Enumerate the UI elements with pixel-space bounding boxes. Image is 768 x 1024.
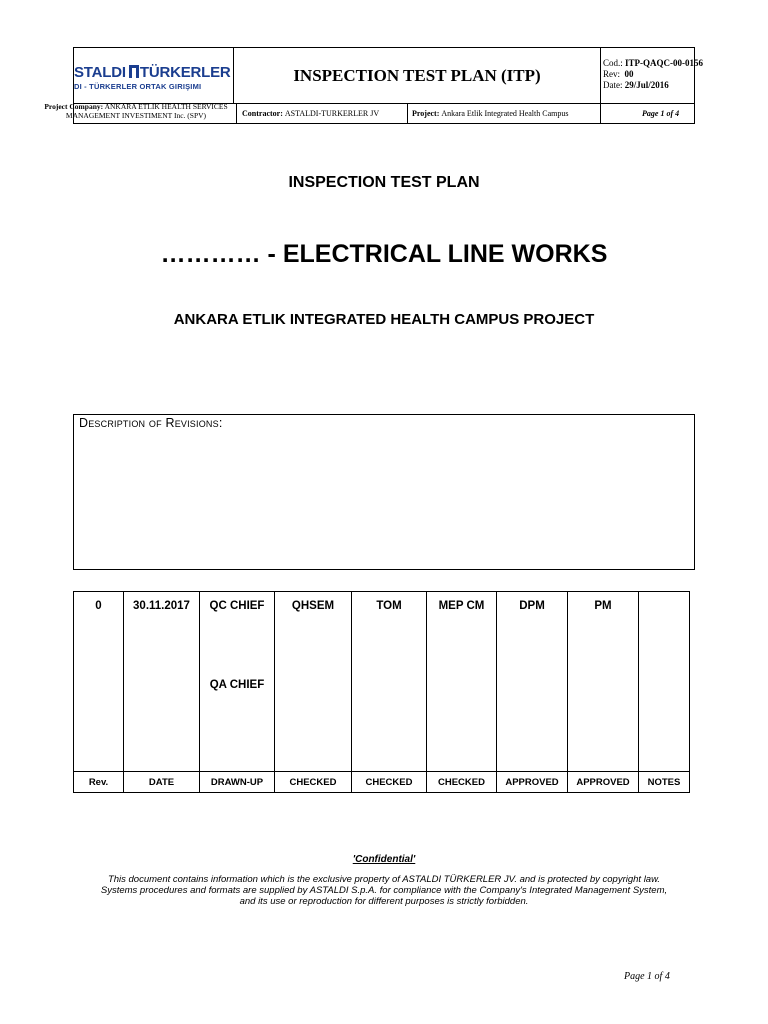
col-header: CHECKED (352, 772, 427, 793)
drawn-up-qa-chief: QA CHIEF (209, 679, 265, 691)
project-value: Ankara Etlik Integrated Health Campus (441, 109, 569, 118)
col-header: CHECKED (427, 772, 497, 793)
doc-code (603, 58, 703, 68)
checked-cell-3: MEP CM (427, 592, 497, 772)
revisions-label: Description of Revisions: (79, 416, 223, 430)
footer-page-number: Page 1 of 4 (624, 971, 670, 982)
project-company-line1: ANKARA ETLIK HEALTH SERVICES (104, 102, 228, 111)
legal-line-3: and its use or reproduction for different purposes is strictly forbidden. (239, 896, 529, 907)
checked-cell-2: TOM (352, 592, 427, 772)
doc-code-label: Cod.: (603, 58, 623, 68)
project-company-line2: MANAGEMENT INVESTIMENT Inc. (SPV) (65, 111, 207, 120)
signature-table (73, 591, 690, 793)
project-company-label: Project Company: (44, 102, 104, 111)
doc-code-value: ITP-QAQC-00-0156 (625, 58, 704, 68)
header-title: INSPECTION TEST PLAN (ITP) (293, 65, 541, 85)
logo-subtitle: DI - TÜRKERLER ORTAK GIRIŞIMI (74, 82, 202, 91)
col-header: APPROVED (568, 772, 639, 793)
doc-rev-label: Rev: (603, 69, 620, 79)
company-logo (74, 64, 231, 81)
approved-cell-2: PM (568, 592, 639, 772)
doc-heading: INSPECTION TEST PLAN (288, 174, 480, 191)
col-header: CHECKED (275, 772, 352, 793)
document-header (44, 47, 704, 124)
signature-header-row (74, 772, 690, 793)
col-header: APPROVED (497, 772, 568, 793)
signature-row (74, 592, 690, 772)
date-cell: 30.11.2017 (124, 592, 200, 772)
col-header: NOTES (639, 772, 690, 793)
logo-t-icon (129, 65, 139, 78)
drawn-up-cell (200, 592, 275, 772)
notes-cell (639, 592, 690, 772)
doc-date (603, 80, 669, 90)
project (412, 104, 568, 123)
doc-date-label: Date: (603, 80, 623, 90)
logo-turkerler-text: TÜRKERLER (139, 64, 231, 81)
doc-project: ANKARA ETLIK INTEGRATED HEALTH CAMPUS PROJECT (173, 311, 595, 328)
legal-line-2: Systems procedures and formats are supplied by ASTALDI S.p.A. for compliance with the Company's Integrated Management System, (100, 885, 668, 896)
project-company (38, 102, 234, 120)
contractor-value: ASTALDI-TURKERLER JV (284, 109, 380, 118)
legal-line-1: This document contains information which is the exclusive property of ASTALDI TÜRKERLER JV. and is protected by copyright law. (107, 874, 661, 885)
col-header: DATE (124, 772, 200, 793)
rev-cell: 0 (74, 592, 124, 772)
logo-astaldi-text: STALDI (74, 64, 126, 81)
contractor (242, 104, 379, 123)
revisions-box (73, 414, 695, 570)
contractor-label: Contractor: (242, 109, 283, 118)
doc-rev (603, 69, 634, 79)
doc-rev-value: 00 (624, 69, 634, 79)
doc-date-value: 29/Jul/2016 (624, 80, 669, 90)
project-label: Project: (412, 109, 440, 118)
confidential-label: 'Confidential' (352, 854, 416, 865)
col-header: DRAWN-UP (200, 772, 275, 793)
drawn-up-qc-chief: QC CHIEF (209, 600, 265, 612)
header-page-number: Page 1 of 4 (642, 109, 680, 118)
checked-cell-1: QHSEM (275, 592, 352, 772)
doc-title: ………… - ELECTRICAL LINE WORKS (160, 240, 608, 268)
approved-cell-1: DPM (497, 592, 568, 772)
col-header: Rev. (74, 772, 124, 793)
